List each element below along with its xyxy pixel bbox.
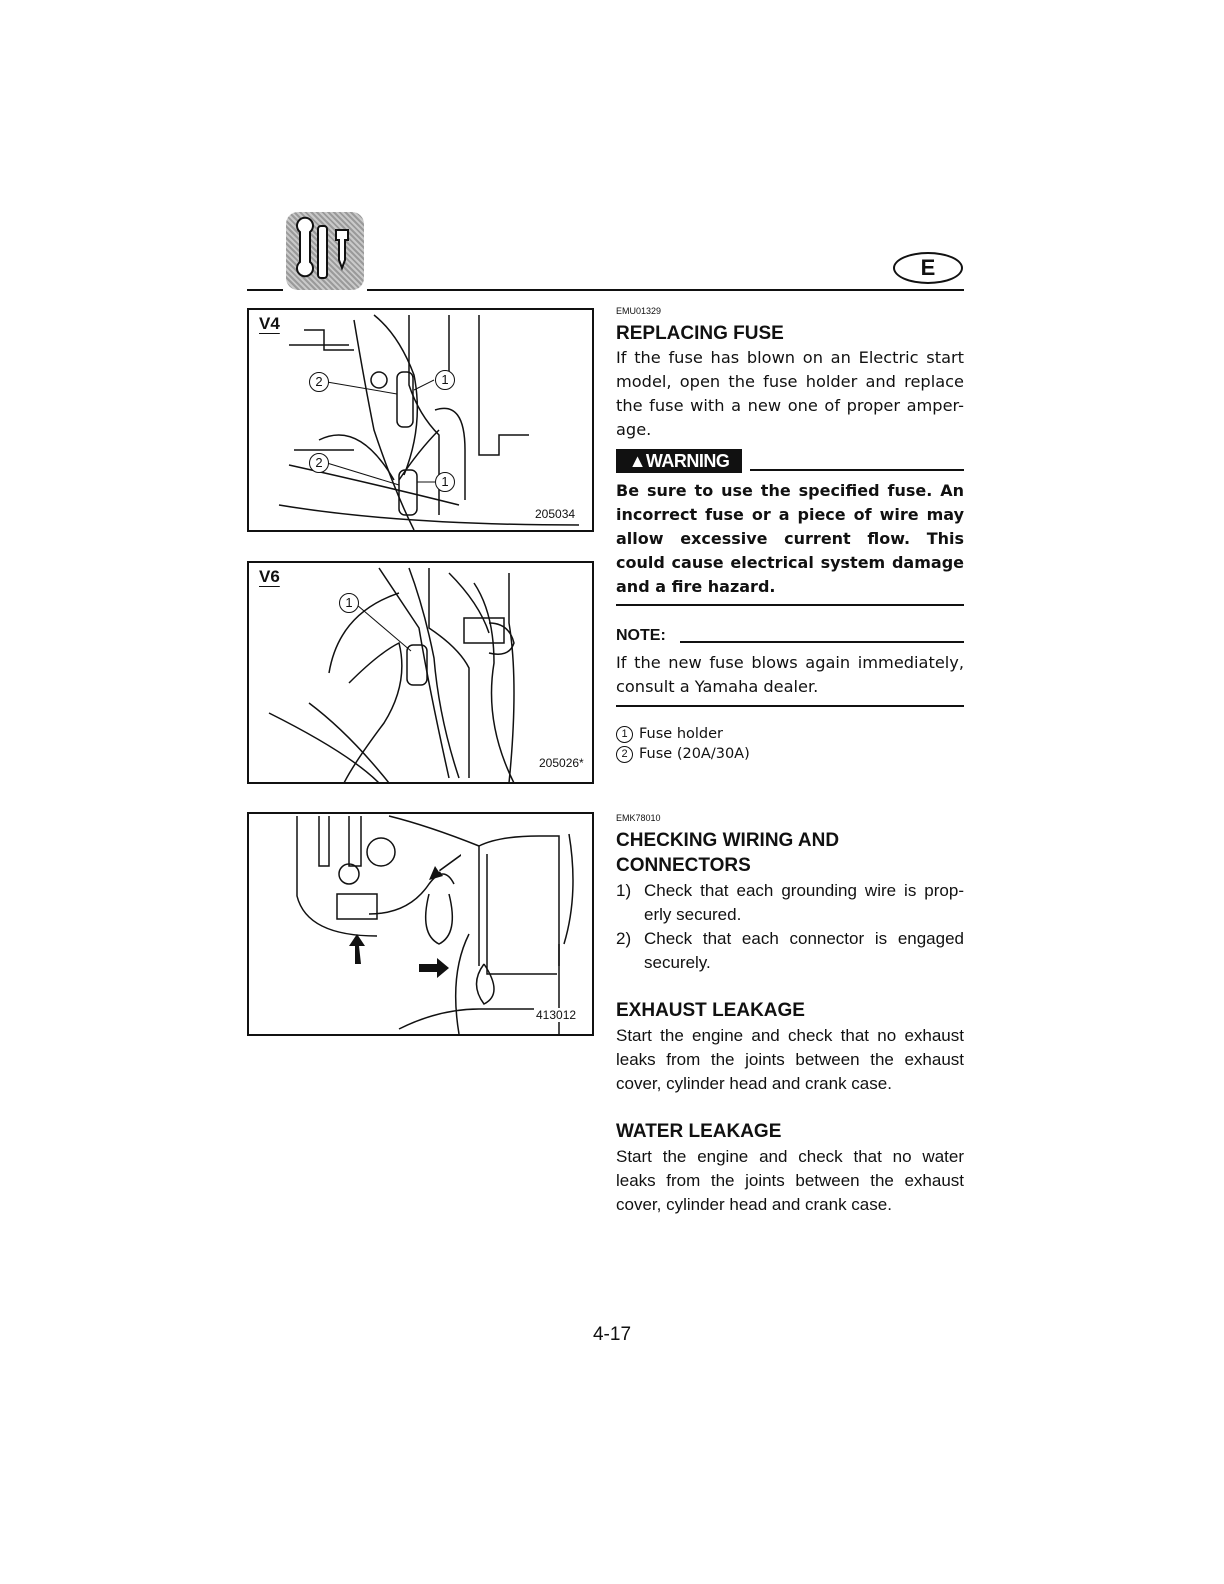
- tools-icon: [286, 212, 364, 290]
- warning-label: WARNING: [645, 451, 730, 471]
- heading-line: CONNECTORS: [616, 855, 751, 876]
- step-item: [616, 927, 964, 975]
- doc-code: EMU01329: [616, 306, 662, 316]
- header-rule-right: [367, 289, 964, 291]
- step-number: 1): [616, 881, 632, 900]
- warning-text: Be sure to use the specified fuse. An incorrect fuse or a piece of wire may allow excessive current flow. This could cause electrical system damage and a fire hazard.: [616, 481, 964, 596]
- step-text: Check that each grounding wire is prop-erly secured.: [644, 881, 964, 924]
- step-number: 2): [616, 929, 632, 948]
- language-badge: E: [893, 252, 963, 284]
- legend-item: [616, 724, 723, 744]
- section-heading-water-leakage: WATER LEAKAGE: [616, 1121, 782, 1142]
- step-text: Check that each connector is engaged securely.: [644, 929, 964, 972]
- warning-badge: [616, 449, 742, 473]
- engine-illustration-v6: [249, 563, 594, 784]
- water-leakage-body: Start the engine and check that no water leaks from the joints between the exhaust cover, cylinder head and crank case.: [616, 1147, 964, 1214]
- doc-code: EMK78010: [616, 813, 661, 823]
- figure-code: 205034: [535, 507, 576, 521]
- legend-num: 1: [616, 726, 633, 743]
- note-label: NOTE:: [616, 627, 666, 644]
- engine-illustration-v4: [249, 310, 594, 532]
- step-item: [616, 879, 964, 927]
- warning-rule: [750, 469, 964, 471]
- warning-triangle-icon: ▲: [628, 451, 646, 471]
- grounding-wire-illustration: [249, 814, 594, 1036]
- callout-2: 2: [309, 372, 329, 392]
- legend-item: [616, 744, 750, 764]
- section-tools-badge: [286, 212, 364, 290]
- legend-text: Fuse (20A/30A): [639, 746, 750, 762]
- page-number: 4-17: [592, 1324, 632, 1345]
- replacing-fuse-body: If the fuse has blown on an Electric start model, open the fuse holder and replace the fuse with a new one of proper amper-age.: [616, 348, 964, 439]
- header-rule-left: [247, 289, 283, 291]
- callout-1: 1: [435, 370, 455, 390]
- callout-1: 1: [435, 472, 455, 492]
- exhaust-leakage-body: Start the engine and check that no exhaust leaks from the joints between the exhaust cover, cylinder head and crank case.: [616, 1026, 964, 1093]
- section-heading-replacing-fuse: REPLACING FUSE: [616, 323, 784, 344]
- figure-label-v6: V6: [259, 567, 280, 586]
- note-end-rule: [616, 705, 964, 707]
- figure-v6: [247, 561, 594, 784]
- note-rule: [680, 641, 964, 643]
- callout-2: 2: [309, 453, 329, 473]
- legend-num: 2: [616, 746, 633, 763]
- figure-v4: [247, 308, 594, 532]
- section-heading-checking-wiring: [616, 828, 839, 878]
- legend-text: Fuse holder: [639, 726, 723, 742]
- figure-label-v4: V4: [259, 314, 280, 333]
- figure-code: 205026*: [539, 756, 584, 770]
- section-heading-exhaust-leakage: EXHAUST LEAKAGE: [616, 1000, 805, 1021]
- callout-1: 1: [339, 593, 359, 613]
- figure-code: 413012: [536, 1008, 577, 1022]
- figure-wiring: [247, 812, 594, 1036]
- note-text: If the new fuse blows again immediately, consult a Yamaha dealer.: [616, 653, 964, 696]
- heading-line: CHECKING WIRING AND: [616, 830, 840, 851]
- warning-end-rule: [616, 604, 964, 606]
